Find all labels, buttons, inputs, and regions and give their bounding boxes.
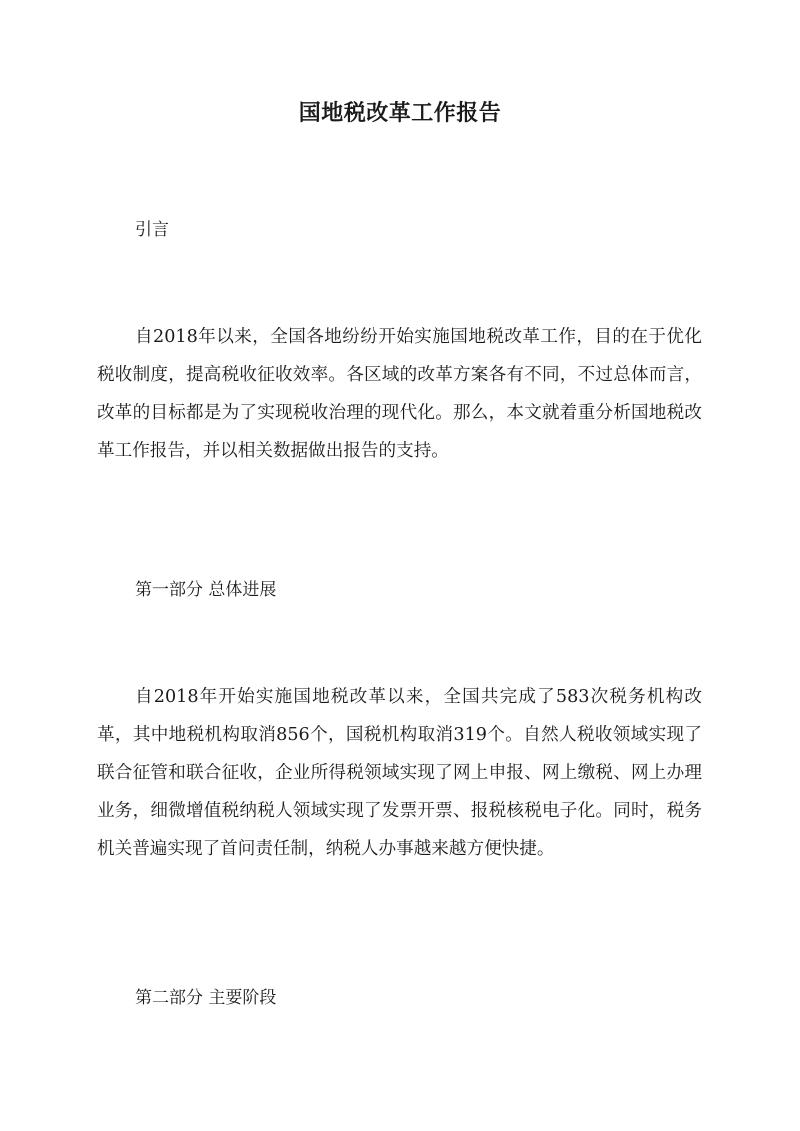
section-paragraph-introduction: 自2018年以来，全国各地纷纷开始实施国地税改革工作，目的在于优化税收制度，提高税收征收效率。各区域的改革方案各有不同，不过总体而言，改革的目标都是为了实现税收治理的现代化。那么，本文就着重分析国地税改革工作报告，并以相关数据做出报告的支持。 (97, 327, 702, 461)
section-heading-overall-progress: 第一部分 总体进展 (135, 580, 277, 600)
section-heading-introduction: 引言 (135, 220, 169, 240)
section-paragraph-overall-progress: 自2018年开始实施国地税改革以来，全国共完成了583次税务机构改革，其中地税机构取消856个，国税机构取消319个。自然人税收领域实现了联合征管和联合征收，企业所得税领域实现了网上申报、网上缴税、网上办理业务，细微增值税纳税人领域实现了发票开票、报税核税电子化。同时，税务机关普遍实现了首问责任制，纳税人办事越来越方便快捷。 (97, 687, 702, 859)
document-title: 国地税改革工作报告 (298, 100, 502, 126)
section-heading-main-stages: 第二部分 主要阶段 (135, 988, 277, 1008)
